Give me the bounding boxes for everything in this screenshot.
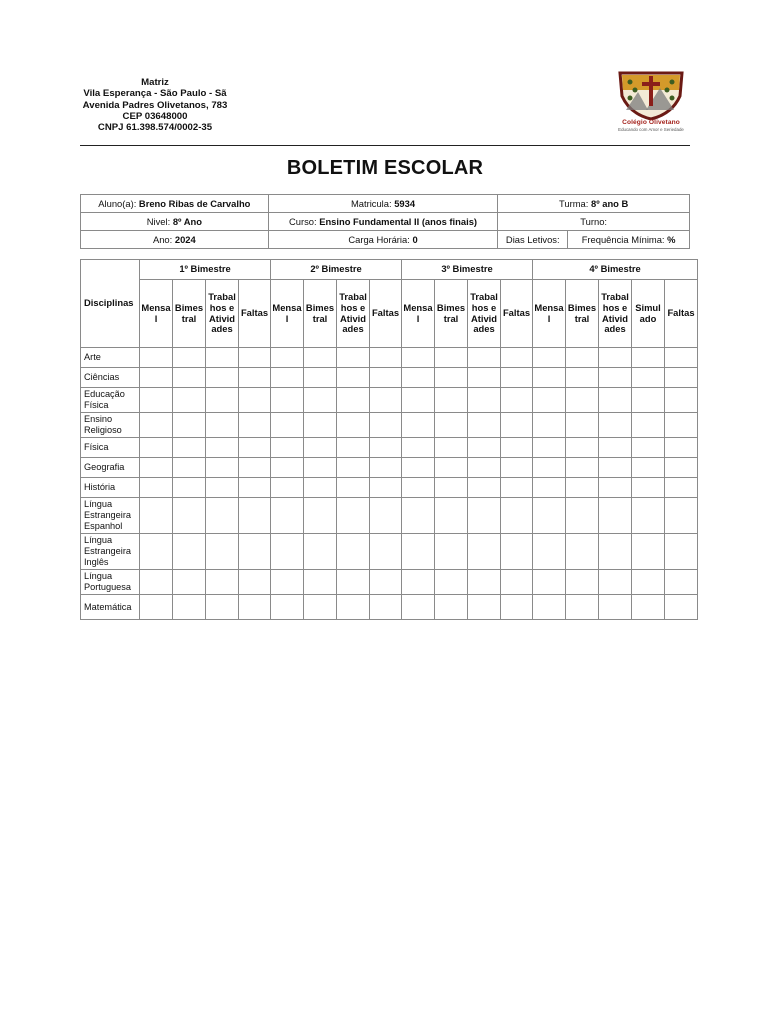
grade-cell xyxy=(140,388,173,413)
header-divider xyxy=(80,145,690,146)
grade-cell xyxy=(370,388,402,413)
grade-column-header: Trabalhos e Atividades xyxy=(599,280,632,348)
grade-cell xyxy=(435,458,468,478)
grade-cell xyxy=(501,570,533,595)
grade-cell xyxy=(173,458,206,478)
grade-cell xyxy=(533,388,566,413)
grade-column-header: Mensal xyxy=(533,280,566,348)
grade-cell xyxy=(271,438,304,458)
grade-cell xyxy=(566,458,599,478)
grade-cell xyxy=(501,348,533,368)
subject-name: Língua Portuguesa xyxy=(81,570,140,595)
grade-cell xyxy=(206,438,239,458)
aluno-cell: Aluno(a): Breno Ribas de Carvalho xyxy=(81,195,269,213)
grade-cell xyxy=(239,595,271,620)
grade-cell xyxy=(665,368,698,388)
grade-cell xyxy=(304,348,337,368)
grade-cell xyxy=(173,570,206,595)
grade-cell xyxy=(337,458,370,478)
grade-cell xyxy=(599,595,632,620)
table-row xyxy=(81,348,698,368)
grade-cell xyxy=(533,458,566,478)
grade-cell xyxy=(501,368,533,388)
bimestre-header: 3º Bimestre xyxy=(402,260,533,280)
grade-cell xyxy=(402,388,435,413)
grade-cell xyxy=(435,595,468,620)
grade-cell xyxy=(435,570,468,595)
grade-column-header: Bimestral xyxy=(304,280,337,348)
grade-cell xyxy=(271,368,304,388)
grade-cell xyxy=(632,478,665,498)
grade-cell xyxy=(566,570,599,595)
grade-cell xyxy=(271,388,304,413)
grade-cell xyxy=(271,498,304,534)
grade-cell xyxy=(140,498,173,534)
subject-name: Língua Estrangeira Inglês xyxy=(81,534,140,570)
grade-cell xyxy=(370,438,402,458)
grade-cell xyxy=(271,478,304,498)
grade-cell xyxy=(402,413,435,438)
grade-cell xyxy=(271,348,304,368)
address-line: CEP 03648000 xyxy=(122,110,188,122)
turma-cell: Turma: 8º ano B xyxy=(498,195,690,213)
grade-cell xyxy=(173,498,206,534)
grade-cell xyxy=(501,458,533,478)
grade-cell xyxy=(206,570,239,595)
address-line: CNPJ 61.398.574/0002-35 xyxy=(97,122,213,134)
grade-cell xyxy=(239,498,271,534)
subject-name: Língua Estrangeira Espanhol xyxy=(81,498,140,534)
grade-cell xyxy=(140,595,173,620)
table-row xyxy=(81,595,698,620)
grade-cell xyxy=(370,570,402,595)
nivel-cell: Nivel: 8º Ano xyxy=(81,213,269,231)
grade-cell xyxy=(173,348,206,368)
school-address xyxy=(80,77,230,133)
grade-cell xyxy=(239,458,271,478)
carga-cell: Carga Horária: 0 xyxy=(268,231,498,249)
grade-cell xyxy=(468,534,501,570)
grade-cell xyxy=(370,348,402,368)
grade-cell xyxy=(599,348,632,368)
grade-cell xyxy=(501,534,533,570)
grade-cell xyxy=(337,368,370,388)
grade-cell xyxy=(140,413,173,438)
table-row xyxy=(81,368,698,388)
grade-cell xyxy=(140,438,173,458)
grade-cell xyxy=(468,388,501,413)
grade-cell xyxy=(435,534,468,570)
grade-cell xyxy=(271,595,304,620)
grade-cell xyxy=(206,368,239,388)
grade-cell xyxy=(435,438,468,458)
grade-cell xyxy=(566,478,599,498)
grade-cell xyxy=(239,534,271,570)
shield-icon xyxy=(608,70,694,120)
grade-cell xyxy=(337,534,370,570)
grade-cell xyxy=(501,595,533,620)
grade-column-header: Faltas xyxy=(665,280,698,348)
grade-cell xyxy=(665,595,698,620)
grade-cell xyxy=(337,348,370,368)
grade-cell xyxy=(566,595,599,620)
grade-cell xyxy=(304,478,337,498)
grade-cell xyxy=(337,595,370,620)
frequencia-value: % xyxy=(667,234,676,245)
grade-cell xyxy=(435,368,468,388)
table-row xyxy=(81,478,698,498)
grade-cell xyxy=(566,534,599,570)
grade-cell xyxy=(271,413,304,438)
grade-cell xyxy=(402,595,435,620)
grade-cell xyxy=(402,438,435,458)
turno-cell: Turno: xyxy=(498,213,690,231)
grade-cell xyxy=(239,388,271,413)
logo-name: Colégio Olivetano xyxy=(622,119,680,126)
page-title: BOLETIM ESCOLAR xyxy=(286,157,484,179)
grade-cell xyxy=(632,595,665,620)
grade-cell xyxy=(402,570,435,595)
grade-cell xyxy=(271,458,304,478)
grade-column-header: Mensal xyxy=(402,280,435,348)
grade-cell xyxy=(533,570,566,595)
grade-cell xyxy=(337,413,370,438)
grade-cell xyxy=(533,413,566,438)
grade-cell xyxy=(206,388,239,413)
matricula-value: 5934 xyxy=(394,198,416,209)
grade-cell xyxy=(632,458,665,478)
grade-cell xyxy=(566,498,599,534)
grade-cell xyxy=(665,348,698,368)
grade-cell xyxy=(173,368,206,388)
grade-cell xyxy=(435,498,468,534)
subject-name: Arte xyxy=(81,348,140,368)
grade-cell xyxy=(370,368,402,388)
grade-column-header: Trabalhos e Atividades xyxy=(337,280,370,348)
grade-cell xyxy=(632,570,665,595)
grade-cell xyxy=(304,570,337,595)
grade-column-header: Trabalhos e Atividades xyxy=(206,280,239,348)
address-line: Avenida Padres Olivetanos, 783 xyxy=(82,99,228,111)
grade-cell xyxy=(501,388,533,413)
grade-column-header: Faltas xyxy=(239,280,271,348)
grade-cell xyxy=(468,478,501,498)
grade-cell xyxy=(501,438,533,458)
grade-cell xyxy=(304,534,337,570)
grade-cell xyxy=(173,413,206,438)
grade-cell xyxy=(402,348,435,368)
bimestre-header: 1º Bimestre xyxy=(140,260,271,280)
grade-cell xyxy=(173,478,206,498)
grade-cell xyxy=(566,413,599,438)
grade-cell xyxy=(468,348,501,368)
grade-cell xyxy=(140,458,173,478)
subject-name: Ciências xyxy=(81,368,140,388)
grade-cell xyxy=(566,388,599,413)
grade-cell xyxy=(566,438,599,458)
grade-cell xyxy=(566,348,599,368)
grade-cell xyxy=(239,438,271,458)
grade-cell xyxy=(173,534,206,570)
grade-cell xyxy=(632,498,665,534)
grade-cell xyxy=(468,458,501,478)
dias-letivos-cell: Dias Letivos: xyxy=(498,231,568,249)
grade-cell xyxy=(304,458,337,478)
grade-cell xyxy=(665,498,698,534)
table-row xyxy=(81,413,698,438)
grade-cell xyxy=(337,388,370,413)
grade-cell xyxy=(665,458,698,478)
grade-cell xyxy=(304,498,337,534)
ano-value: 2024 xyxy=(174,234,196,245)
grade-cell xyxy=(665,570,698,595)
grade-cell xyxy=(468,570,501,595)
grade-cell xyxy=(599,458,632,478)
grade-cell xyxy=(140,570,173,595)
curso-cell: Curso: Ensino Fundamental II (anos finais) xyxy=(268,213,498,231)
grade-cell xyxy=(665,413,698,438)
frequencia-cell: Frequência Mínima: % xyxy=(568,231,690,249)
grade-cell xyxy=(206,458,239,478)
grade-cell xyxy=(435,478,468,498)
subject-name: História xyxy=(81,478,140,498)
grade-column-header: Simulado xyxy=(632,280,665,348)
grade-cell xyxy=(665,534,698,570)
grade-cell xyxy=(533,498,566,534)
grade-cell xyxy=(206,478,239,498)
grade-cell xyxy=(271,570,304,595)
grade-column-header: Trabalhos e Atividades xyxy=(468,280,501,348)
subject-name: Matemática xyxy=(81,595,140,620)
table-row xyxy=(81,388,698,413)
subject-name: Geografia xyxy=(81,458,140,478)
grade-cell xyxy=(533,368,566,388)
grade-cell xyxy=(599,438,632,458)
grades-table xyxy=(80,259,698,620)
grade-cell xyxy=(533,438,566,458)
table-row xyxy=(81,498,698,534)
grade-cell xyxy=(599,413,632,438)
grade-cell xyxy=(173,438,206,458)
matricula-cell: Matricula: 5934 xyxy=(268,195,498,213)
grade-cell xyxy=(501,413,533,438)
turma-value: 8º ano B xyxy=(590,198,629,209)
grade-cell xyxy=(239,348,271,368)
aluno-value: Breno Ribas de Carvalho xyxy=(138,198,251,209)
grade-cell xyxy=(632,368,665,388)
grade-cell xyxy=(370,413,402,438)
grade-cell xyxy=(271,534,304,570)
grade-cell xyxy=(402,458,435,478)
grade-cell xyxy=(370,478,402,498)
nivel-value: 8º Ano xyxy=(172,216,202,227)
table-row xyxy=(81,534,698,570)
grade-cell xyxy=(304,413,337,438)
grade-cell xyxy=(665,478,698,498)
grade-cell xyxy=(435,388,468,413)
grade-cell xyxy=(632,388,665,413)
grade-cell xyxy=(206,413,239,438)
grade-column-header: Mensal xyxy=(271,280,304,348)
grade-cell xyxy=(632,348,665,368)
grade-cell xyxy=(140,478,173,498)
grade-cell xyxy=(239,413,271,438)
bimestre-header: 4º Bimestre xyxy=(533,260,698,280)
grade-cell xyxy=(599,498,632,534)
grade-cell xyxy=(140,368,173,388)
grade-cell xyxy=(239,478,271,498)
grade-cell xyxy=(370,595,402,620)
grade-cell xyxy=(304,438,337,458)
grade-cell xyxy=(206,595,239,620)
disciplinas-header: Disciplinas xyxy=(81,260,140,348)
grade-cell xyxy=(566,368,599,388)
grade-cell xyxy=(370,498,402,534)
address-line: Matriz xyxy=(141,77,169,88)
grade-cell xyxy=(665,438,698,458)
grade-column-header: Faltas xyxy=(501,280,533,348)
grade-cell xyxy=(533,534,566,570)
grade-cell xyxy=(632,534,665,570)
subject-name: Ensino Religioso xyxy=(81,413,140,438)
grade-cell xyxy=(402,534,435,570)
grade-cell xyxy=(304,595,337,620)
grade-cell xyxy=(304,368,337,388)
subject-name: Educação Física xyxy=(81,388,140,413)
grade-cell xyxy=(468,498,501,534)
grade-cell xyxy=(140,534,173,570)
grade-column-header: Faltas xyxy=(370,280,402,348)
grade-cell xyxy=(370,534,402,570)
grade-cell xyxy=(468,595,501,620)
grade-cell xyxy=(337,570,370,595)
grade-cell xyxy=(337,498,370,534)
grade-cell xyxy=(435,413,468,438)
grade-cell xyxy=(533,595,566,620)
grade-cell xyxy=(599,534,632,570)
grade-cell xyxy=(501,478,533,498)
table-row xyxy=(81,438,698,458)
grade-column-header: Bimestral xyxy=(566,280,599,348)
grade-cell xyxy=(501,498,533,534)
grade-cell xyxy=(173,595,206,620)
grade-cell xyxy=(206,498,239,534)
grade-cell xyxy=(206,534,239,570)
grade-cell xyxy=(337,478,370,498)
grade-cell xyxy=(435,348,468,368)
grade-cell xyxy=(239,368,271,388)
grade-cell xyxy=(337,438,370,458)
grade-cell xyxy=(599,570,632,595)
grade-cell xyxy=(304,388,337,413)
table-row xyxy=(81,570,698,595)
grade-cell xyxy=(468,368,501,388)
table-row xyxy=(81,458,698,478)
grade-cell xyxy=(632,413,665,438)
grade-column-header: Bimestral xyxy=(173,280,206,348)
grade-cell xyxy=(632,438,665,458)
grade-cell xyxy=(173,388,206,413)
grade-column-header: Bimestral xyxy=(435,280,468,348)
logo-tagline: Educando com Amor e Seriedade xyxy=(618,127,684,132)
grade-cell xyxy=(370,458,402,478)
grade-cell xyxy=(468,438,501,458)
school-logo xyxy=(608,70,694,140)
grade-cell xyxy=(599,368,632,388)
curso-value: Ensino Fundamental II (anos finais) xyxy=(319,216,478,227)
carga-value: 0 xyxy=(412,234,418,245)
grade-cell xyxy=(599,478,632,498)
subject-name: Física xyxy=(81,438,140,458)
grade-column-header: Mensal xyxy=(140,280,173,348)
grade-cell xyxy=(239,570,271,595)
grade-cell xyxy=(140,348,173,368)
grade-cell xyxy=(599,388,632,413)
student-info-table xyxy=(80,194,690,249)
grade-cell xyxy=(533,348,566,368)
grade-cell xyxy=(402,498,435,534)
ano-cell: Ano: 2024 xyxy=(81,231,269,249)
grade-cell xyxy=(402,368,435,388)
address-line: Vila Esperança - São Paulo - Sã xyxy=(83,88,227,100)
grade-cell xyxy=(206,348,239,368)
grade-cell xyxy=(402,478,435,498)
grade-cell xyxy=(665,388,698,413)
grade-cell xyxy=(468,413,501,438)
grade-cell xyxy=(533,478,566,498)
bimestre-header: 2º Bimestre xyxy=(271,260,402,280)
